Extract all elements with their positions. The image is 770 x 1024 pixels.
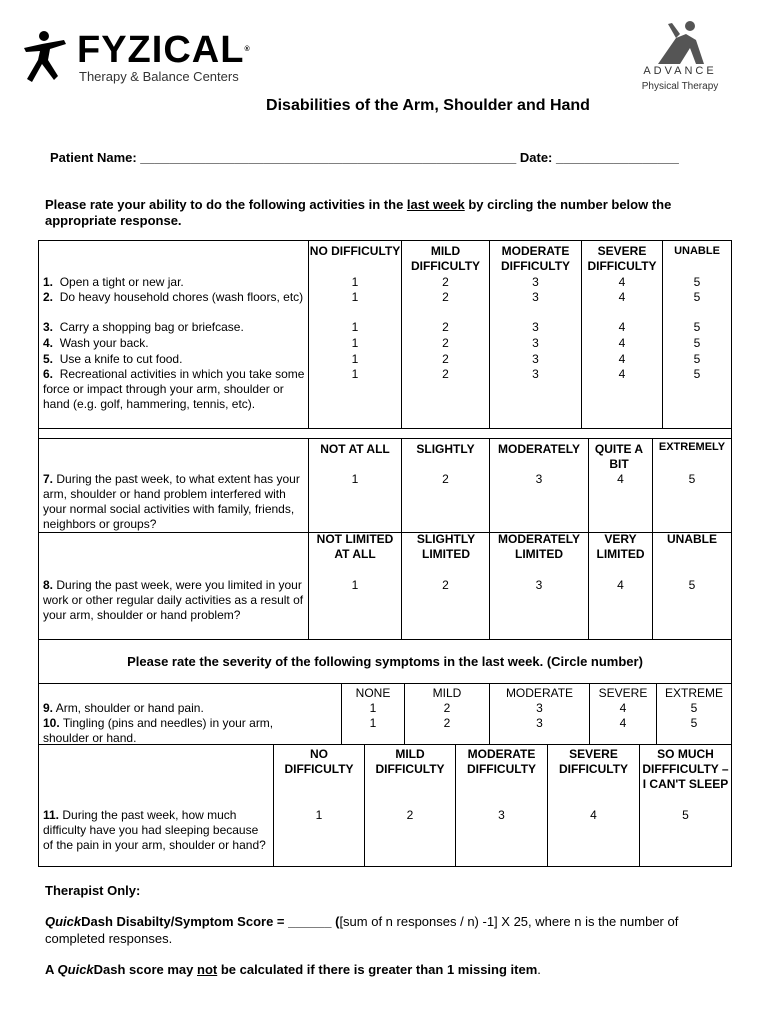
q1-option-2[interactable]: 2 — [442, 275, 449, 289]
q9-option-1[interactable]: 1 — [369, 701, 377, 715]
question-4: 4. Wash your back. — [43, 336, 149, 350]
q2-option-4[interactable]: 4 — [618, 290, 626, 304]
q11-option-4[interactable]: 4 — [590, 808, 597, 822]
q10-option-1[interactable]: 1 — [369, 716, 377, 730]
q4-option-3[interactable]: 3 — [532, 336, 539, 350]
header-mild-difficulty: MILD DIFFICULTY — [410, 244, 481, 273]
question-7: 7. During the past week, to what extent has your arm, shoulder or hand problem interfered with your normal social activities with family, friends, neighbors or groups? — [43, 472, 300, 531]
advance-figure-icon — [650, 20, 710, 66]
header-none: NONE — [355, 686, 391, 700]
questionnaire-table — [38, 240, 732, 867]
q3-option-2[interactable]: 2 — [442, 320, 449, 334]
q8-option-1[interactable]: 1 — [351, 578, 359, 592]
q2-option-2[interactable]: 2 — [442, 290, 449, 304]
header-extreme: EXTREME — [664, 686, 723, 700]
q1-option-1[interactable]: 1 — [351, 275, 359, 289]
q7-option-3[interactable]: 3 — [535, 472, 543, 486]
advance-sub: Physical Therapy — [641, 81, 719, 92]
q5-option-4[interactable]: 4 — [618, 352, 626, 366]
q6-option-1[interactable]: 1 — [351, 367, 359, 381]
q9-option-5[interactable]: 5 — [690, 701, 698, 715]
question-11: 11. During the past week, how much difficulty have you had sleeping because of the pain in your arm, shoulder or hand? — [43, 808, 266, 852]
instructions: Please rate your ability to do the following activities in the last week by circling the number below the appropriate response. — [45, 197, 672, 228]
q7-option-4[interactable]: 4 — [617, 472, 624, 486]
q6-option-3[interactable]: 3 — [532, 367, 539, 381]
header-moderate-difficulty: MODERATE DIFFICULTY — [500, 244, 571, 273]
patient-name-date-line: Patient Name: ____________________________________________________ Date: _________________ — [50, 150, 679, 165]
header-cant-sleep: SO MUCH DIFFFICULTY – I CAN'T SLEEP — [642, 747, 729, 791]
q7-option-2[interactable]: 2 — [442, 472, 449, 486]
q4-option-5[interactable]: 5 — [693, 336, 701, 350]
header-slightly-limited: SLIGHTLY LIMITED — [416, 532, 476, 561]
header-moderately-limited: MODERATELY LIMITED — [497, 532, 580, 561]
q3-option-4[interactable]: 4 — [618, 320, 626, 334]
q4-option-2[interactable]: 2 — [442, 336, 449, 350]
q5-option-1[interactable]: 1 — [351, 352, 359, 366]
q6-option-4[interactable]: 4 — [618, 367, 626, 381]
header-mild: MILD — [432, 686, 462, 700]
q10-option-2[interactable]: 2 — [443, 716, 451, 730]
advance-logo — [630, 20, 730, 100]
symptoms-heading: Please rate the severity of the following symptoms in the last week. (Circle number) — [127, 654, 643, 669]
header-unable-8: UNABLE — [667, 532, 717, 546]
q8-option-2[interactable]: 2 — [442, 578, 449, 592]
q10-option-3[interactable]: 3 — [536, 716, 543, 730]
q5-option-3[interactable]: 3 — [532, 352, 539, 366]
missing-item-note: A QuickDash score may not be calculated if there is greater than 1 missing item. — [45, 962, 541, 977]
header-extremely: EXTREMELY — [658, 441, 726, 453]
q8-option-3[interactable]: 3 — [535, 578, 543, 592]
header-unable: UNABLE — [674, 245, 720, 257]
therapist-only: Therapist Only: — [45, 883, 141, 898]
question-5: 5. Use a knife to cut food. — [43, 352, 183, 366]
divider — [39, 428, 731, 429]
q6-option-2[interactable]: 2 — [442, 367, 449, 381]
advance-name: ADVANCE — [643, 65, 717, 77]
divider — [39, 639, 731, 640]
question-8: 8. During the past week, were you limited in your work or other regular daily activities as a result of your arm, shoulder or hand problem? — [43, 578, 304, 622]
header-moderate-difficulty-11: MODERATE DIFFICULTY — [466, 747, 537, 776]
q2-option-1[interactable]: 1 — [351, 290, 359, 304]
header-severe-difficulty: SEVERE DIFFICULTY — [587, 244, 657, 273]
q2-option-5[interactable]: 5 — [693, 290, 701, 304]
q8-option-5[interactable]: 5 — [688, 578, 696, 592]
header-not-limited-at-all: NOT LIMITED AT ALL — [316, 532, 394, 561]
q5-option-5[interactable]: 5 — [693, 352, 701, 366]
header-not-at-all: NOT AT ALL — [320, 442, 390, 456]
q3-option-3[interactable]: 3 — [532, 320, 539, 334]
question-10: 10. Tingling (pins and needles) in your arm, shoulder or hand. — [43, 716, 274, 745]
q8-option-4[interactable]: 4 — [617, 578, 624, 592]
divider — [39, 683, 731, 684]
header-severe: SEVERE — [598, 686, 648, 700]
q3-option-1[interactable]: 1 — [351, 320, 359, 334]
q3-option-5[interactable]: 5 — [693, 320, 701, 334]
question-2: 2. Do heavy household chores (wash floors, etc) — [43, 290, 304, 304]
q10-option-5[interactable]: 5 — [690, 716, 698, 730]
q1-option-3[interactable]: 3 — [532, 275, 539, 289]
fyzical-tagline: Therapy & Balance Centers — [79, 69, 239, 84]
q11-option-5[interactable]: 5 — [682, 808, 689, 822]
q6-option-5[interactable]: 5 — [693, 367, 701, 381]
q10-option-4[interactable]: 4 — [619, 716, 627, 730]
header-moderately: MODERATELY — [497, 442, 580, 456]
quickdash-score-formula: QuickDash Disabilty/Symptom Score = ______ ([sum of n responses / n) -1] X 25, where n is the number of completed responses. — [45, 914, 679, 946]
q9-option-3[interactable]: 3 — [536, 701, 543, 715]
q11-option-2[interactable]: 2 — [406, 808, 414, 822]
q1-option-4[interactable]: 4 — [618, 275, 626, 289]
header-severe-difficulty-11: SEVERE DIFFICULTY — [558, 747, 629, 776]
q1-option-5[interactable]: 5 — [693, 275, 701, 289]
q9-option-4[interactable]: 4 — [619, 701, 627, 715]
header-moderate: MODERATE — [505, 686, 574, 700]
q11-option-1[interactable]: 1 — [315, 808, 323, 822]
fyzical-wordmark: FYZICAL® — [77, 29, 251, 71]
q5-option-2[interactable]: 2 — [442, 352, 449, 366]
header-quite-a-bit: QUITE A BIT — [594, 442, 644, 471]
divider — [39, 438, 731, 439]
header-very-limited: VERY LIMITED — [596, 532, 645, 561]
header-no-difficulty-11: NO DIFFICULTY — [284, 747, 354, 776]
header-slightly: SLIGHTLY — [416, 442, 475, 456]
q7-option-5[interactable]: 5 — [688, 472, 696, 486]
q11-option-3[interactable]: 3 — [498, 808, 505, 822]
fyzical-logo — [22, 29, 251, 86]
q7-option-1[interactable]: 1 — [351, 472, 359, 486]
header-no-difficulty: NO DIFFICULTY — [309, 244, 401, 258]
header-mild-difficulty-11: MILD DIFFICULTY — [375, 747, 445, 776]
question-3: 3. Carry a shopping bag or briefcase. — [43, 320, 244, 334]
runner-icon — [22, 30, 72, 86]
question-1: 1. Open a tight or new jar. — [43, 275, 184, 289]
q4-option-1[interactable]: 1 — [351, 336, 359, 350]
q4-option-4[interactable]: 4 — [618, 336, 626, 350]
page-title: Disabilities of the Arm, Shoulder and Hand — [266, 97, 590, 114]
q9-option-2[interactable]: 2 — [443, 701, 451, 715]
question-9: 9. Arm, shoulder or hand pain. — [43, 701, 204, 715]
question-6: 6. Recreational activities in which you take some force or impact through your arm, shoulder or hand (e.g. golf, hammering, tennis, etc). — [43, 367, 305, 411]
q2-option-3[interactable]: 3 — [532, 290, 539, 304]
